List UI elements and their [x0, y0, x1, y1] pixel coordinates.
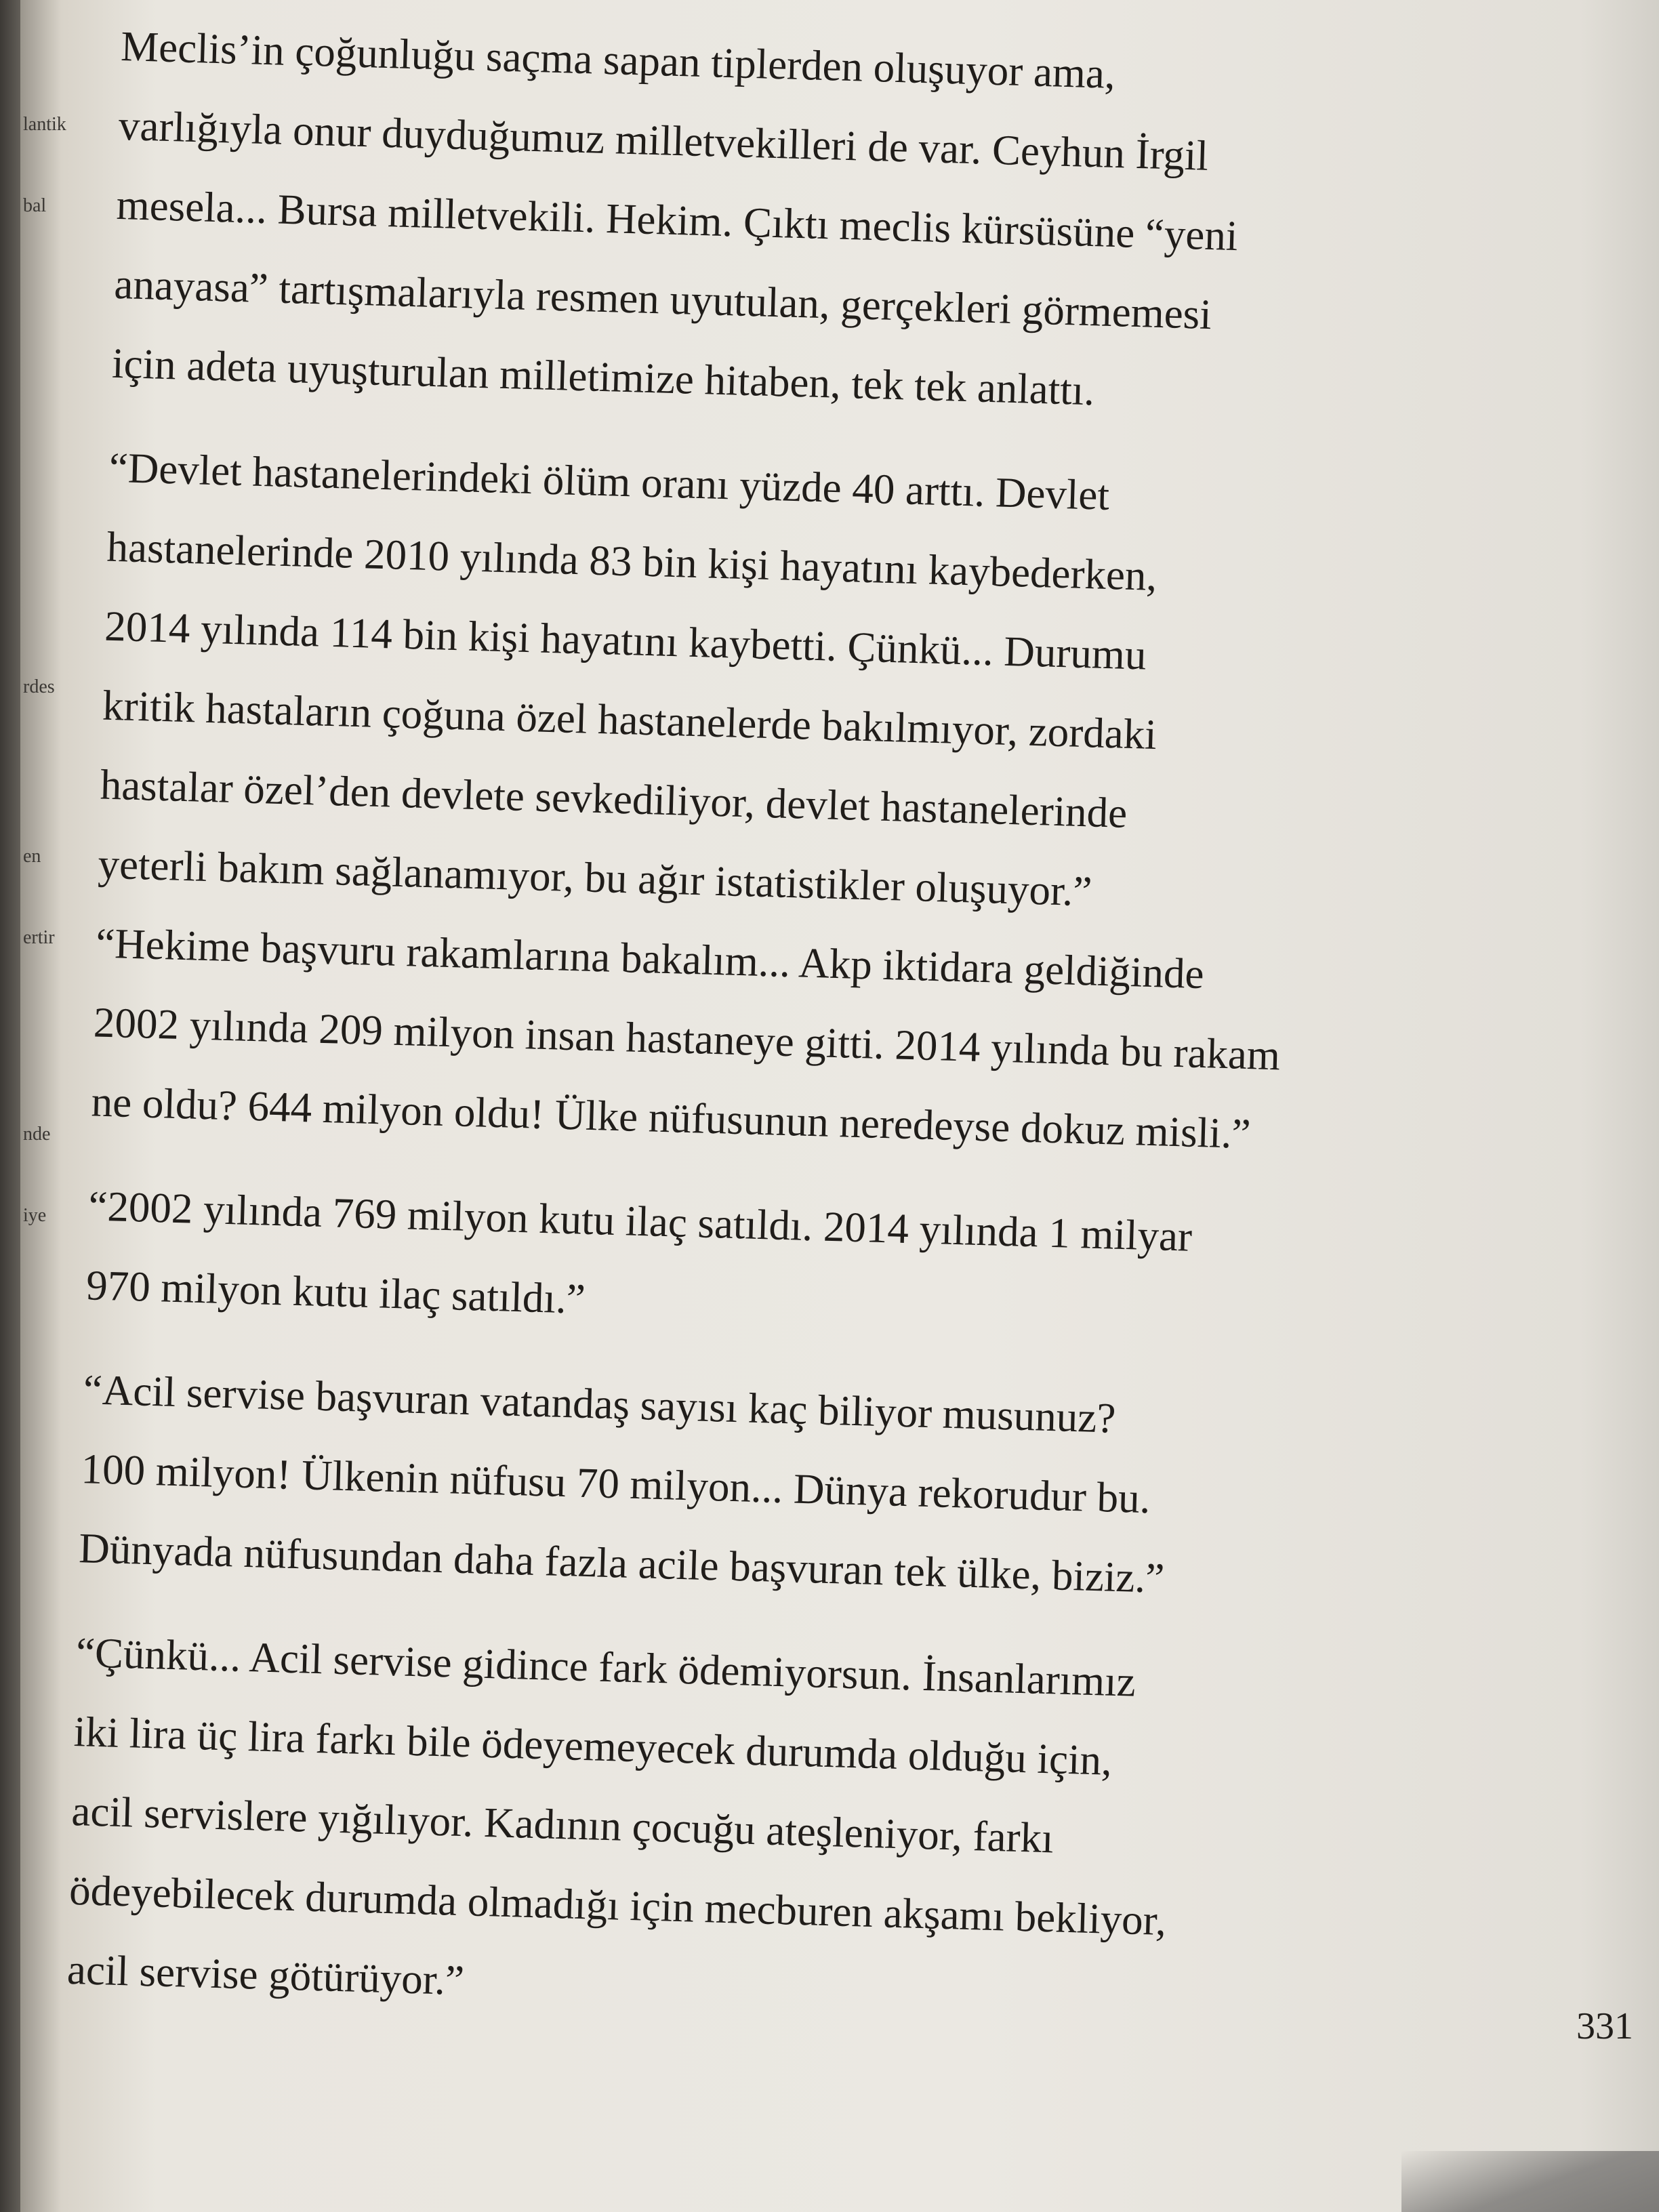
- facing-page-fragment: bal: [23, 195, 47, 216]
- facing-page-fragment: nde: [23, 1124, 51, 1145]
- body-text: [65, 7, 1605, 2076]
- paragraph-quote-because: “Çünkü... Acil servise gidince fark ödemiyorsun. İnsanlarımız iki lira üç lira farkı bile ödeyemeyecek durumda olduğu için, acil servislere yığılıyor. Kadının çocuğu ateşleniyor, farkı ödeyebilecek durumda olmadığı için mecburen akşamı bekliyor, acil servise götürüyor.”: [66, 1629, 1167, 2005]
- background-cloth: [1401, 2151, 1659, 2212]
- paragraph-quote-medicine: “2002 yılında 769 milyon kutu ilaç satıldı. 2014 yılında 1 milyar 970 milyon kutu ilaç satıldı.”: [85, 1182, 1193, 1323]
- page-number: 331: [1576, 2005, 1633, 2047]
- facing-page-fragment: en: [23, 846, 41, 867]
- book-page: [20, 0, 1659, 2212]
- paragraph-quote-emergency: “Acil servise başvuran vatandaş sayısı kaç biliyor musunuz? 100 milyon! Ülkenin nüfusu 70 milyon... Dünya rekorudur bu. Dünyada nüfusundan daha fazla acile başvuran tek ülke, biziz.”: [78, 1366, 1166, 1602]
- paragraph-intro: Meclis’in çoğunluğu saçma sapan tiplerden oluşuyor ama, varlığıyla onur duyduğumuz milletvekilleri de var. Ceyhun İrgil mesela... Bursa milletvekili. Hekim. Çıktı meclis kürsüsüne “yeni anayasa” tartışmalarıyla resmen uyutulan, gerçekleri görmemesi için adeta uyuşturulan milletimize hitaben, tek tek anlattı.: [111, 22, 1239, 415]
- paragraph-quote-mortality: “Devlet hastanelerindeki ölüm oranı yüzde 40 arttı. Devlet hastanelerinde 2010 yılında 83 bin kişi hayatını kaybederken, 2014 yılında 114 bin kişi hayatını kaybetti. Çünkü... Durumu kritik hastaların çoğuna özel hastanelerde bakılmıyor, zordaki hastalar özel’den devlete sevkediliyor, devlet hastanelerinde yeterli bakım sağlanamıyor, bu ağır istatistikler oluşuyor.”: [97, 443, 1158, 916]
- paragraph-quote-hospital-visits: “Hekime başvuru rakamlarına bakalım... Akp iktidara geldiğinde 2002 yılında 209 milyon insan hastaneye gitti. 2014 yılında bu rakam ne oldu? 644 milyon oldu! Ülke nüfusunun neredeyse dokuz misli.”: [90, 919, 1281, 1158]
- facing-page-fragment: lantik: [23, 114, 66, 135]
- facing-page-fragment: iye: [23, 1205, 47, 1226]
- facing-page-fragment: ertir: [23, 927, 55, 948]
- facing-page-fragment: rdes: [23, 676, 55, 697]
